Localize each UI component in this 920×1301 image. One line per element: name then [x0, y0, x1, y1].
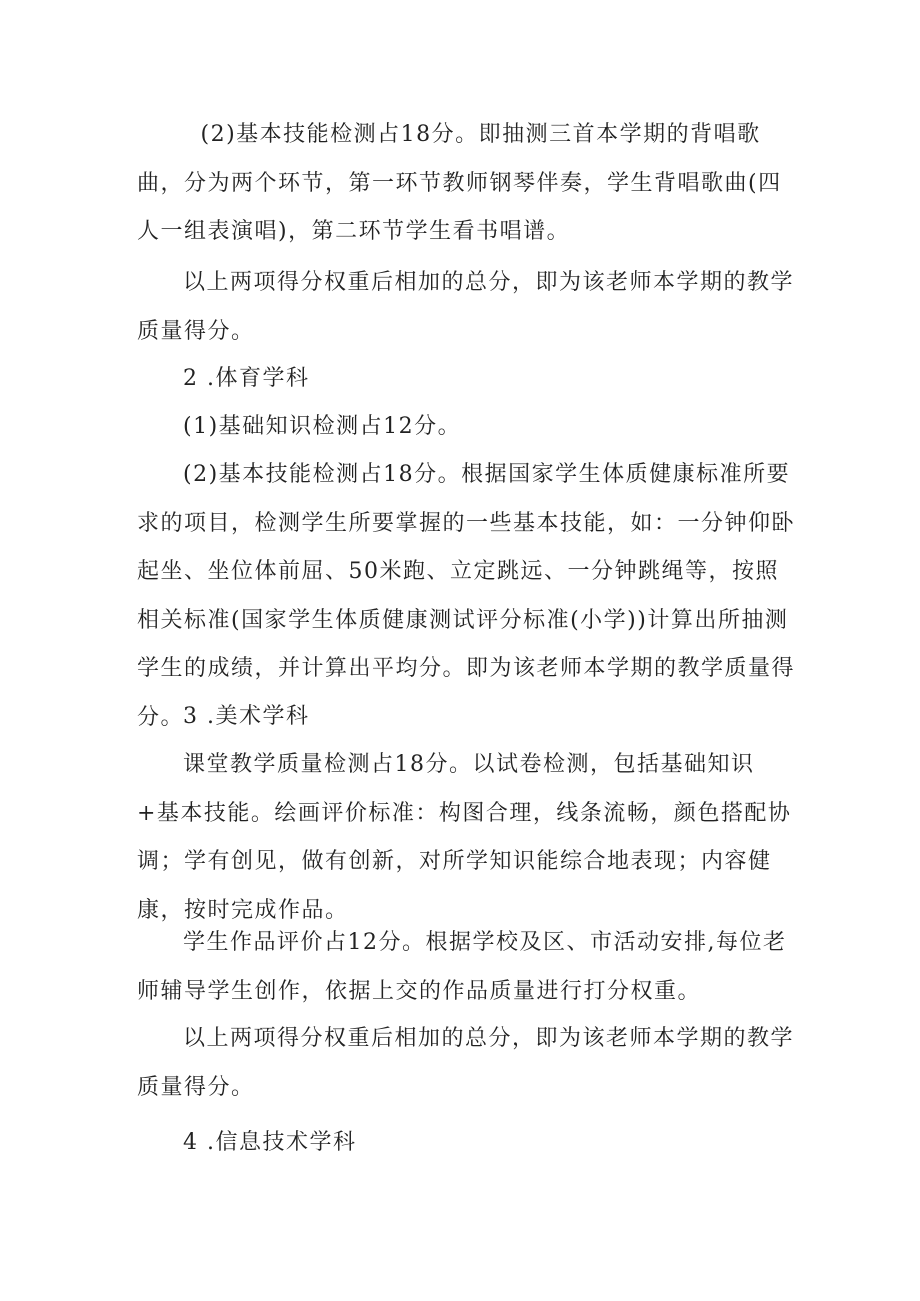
paragraph-music-skills: (2)基本技能检测占18分。即抽测三首本学期的背唱歌曲，分为两个环节，第一环节教师钢琴伴奏，学生背唱歌曲(四人一组表演唱)，第二环节学生看书唱谱。 — [137, 122, 782, 244]
paragraph-pe-knowledge: (1)基础知识检测占12分。 — [183, 414, 462, 439]
paragraph-art-works: 学生作品评价占12分。根据学校及区、市活动安排,每位老师辅导学生创作，依据上交的作品质量进行打分权重。 — [137, 930, 787, 1004]
heading-pe: 2 .体育学科 — [183, 366, 310, 391]
paragraph-art-classroom: 课堂教学质量检测占18分。以试卷检测，包括基础知识+基本技能。绘画评价标准：构图合理，线条流畅，颜色搭配协调；学有创见，做有创新，对所学知识能综合地表现；内容健康，按时完成作品。 — [137, 752, 792, 923]
heading-it: 4 .信息技术学科 — [183, 1130, 357, 1155]
paragraph-pe-skills: (2)基本技能检测占18分。根据国家学生体质健康标准所要求的项目，检测学生所要掌握的一些基本技能，如：一分钟仰卧起坐、坐位体前屈、50米跑、立定跳远、一分钟跳绳等，按照相关标准(国家学生体质健康测试评分标准(小学))计算出所抽测学生的成绩，并计算出平均分。即为该老师本学期的教学质量得分。 — [137, 462, 796, 730]
heading-art: 3 .美术学科 — [183, 704, 310, 729]
paragraph-music-total: 以上两项得分权重后相加的总分，即为该老师本学期的教学质量得分。 — [137, 270, 795, 344]
paragraph-art-total: 以上两项得分权重后相加的总分，即为该老师本学期的教学质量得分。 — [137, 1026, 795, 1100]
